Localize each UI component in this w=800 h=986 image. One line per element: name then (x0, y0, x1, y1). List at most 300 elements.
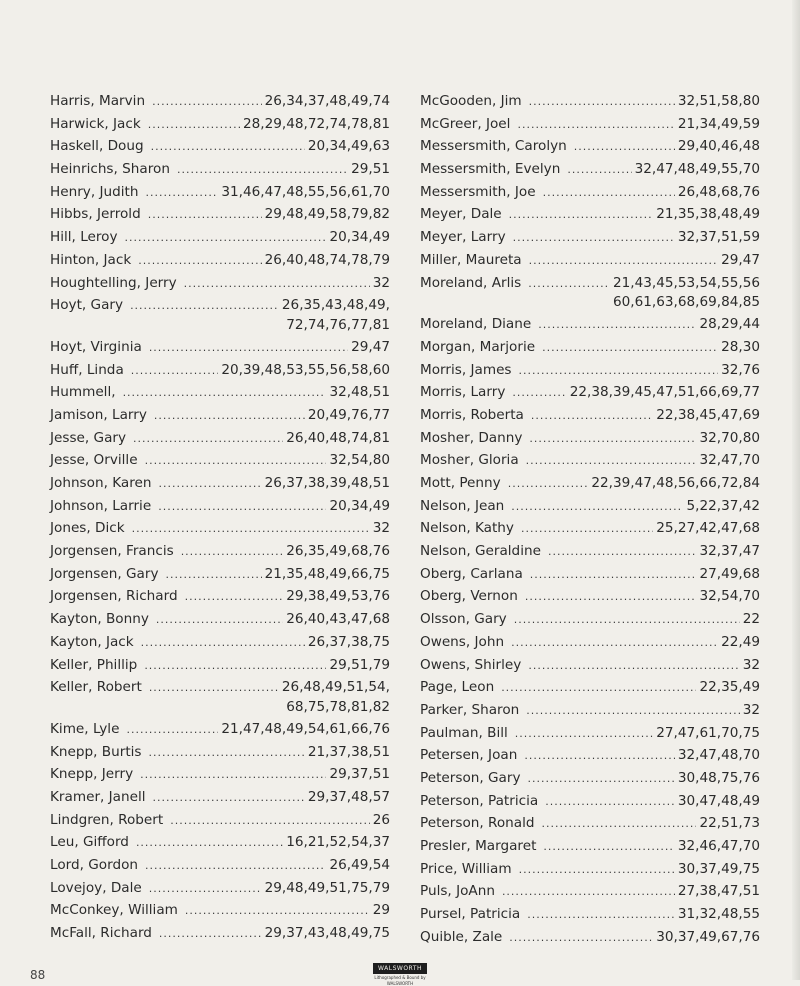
index-entry (420, 903, 760, 926)
entry-pages: 28,30 (721, 338, 760, 355)
entry-pages: 22,39,47,48,56,66,72,84 (591, 475, 760, 491)
page-edge (792, 0, 800, 980)
dot-leader (513, 227, 675, 250)
dot-leader (177, 159, 348, 182)
entry-pages: 29,48,49,58,79,82 (264, 206, 390, 223)
index-entry (50, 741, 390, 764)
dot-leader (158, 496, 326, 519)
dot-leader (514, 609, 740, 632)
index-entry-line (50, 336, 390, 359)
index-entry (420, 654, 760, 677)
entry-name: Presler, Margaret (420, 838, 537, 854)
index-entry-line (50, 381, 390, 404)
dot-leader (153, 787, 305, 810)
dot-leader (151, 136, 305, 159)
entry-pages: 26,40,43,47,68 (286, 611, 390, 628)
entry-name: Paulman, Bill (420, 724, 508, 741)
dot-leader (502, 881, 675, 904)
entry-pages: 29,51 (351, 161, 390, 178)
index-entry (50, 472, 390, 495)
entry-pages: 31,32,48,55 (677, 906, 760, 923)
index-entry-line (50, 608, 390, 631)
index-entry (50, 899, 390, 922)
entry-pages: 32,51,58,80 (677, 93, 760, 109)
index-entry-line (420, 495, 760, 518)
index-entry-line (50, 763, 390, 786)
dot-leader (149, 742, 305, 765)
index-entry-line (50, 631, 390, 654)
entry-pages: 20,34,49 (329, 497, 390, 514)
entry-pages: 28,29,44 (699, 316, 760, 333)
index-entry-line (50, 540, 390, 563)
dot-leader (519, 859, 675, 882)
index-entry-line (50, 877, 390, 900)
index-entry (420, 495, 760, 518)
entry-name: Moreland, Arlis (420, 274, 522, 291)
entry-name: Owens, Shirley (420, 656, 522, 673)
index-entry (420, 427, 760, 450)
entry-name: Henry, Judith (50, 183, 139, 200)
dot-leader (567, 159, 631, 182)
index-entry (420, 812, 760, 835)
entry-name: Houghtelling, Jerry (50, 274, 177, 291)
entry-name: Jamison, Larry (50, 406, 147, 423)
index-entry (420, 563, 760, 586)
index-column-left (50, 90, 390, 945)
index-entry-line (420, 563, 760, 586)
dot-leader (548, 541, 697, 564)
entry-name: Jones, Dick (50, 520, 125, 537)
entry-name: McGreer, Joel (420, 115, 511, 132)
index-entry (50, 922, 390, 945)
entry-pages: 31,46,47,48,55,56,61,70 (221, 183, 390, 200)
index-column-right (420, 90, 760, 948)
entry-pages: 32,76 (721, 361, 760, 378)
dot-leader (138, 250, 261, 273)
entry-pages: 32,48,51 (329, 384, 390, 401)
entry-pages: 20,34,49 (329, 229, 390, 246)
entry-name: Johnson, Larrie (50, 497, 152, 514)
entry-pages-continued: 68,75,78,81,82 (286, 698, 390, 715)
index-entry (50, 158, 390, 181)
entry-pages: 5,22,37,42 (686, 497, 760, 514)
entry-pages: 32 (372, 274, 390, 291)
entry-name: Morris, James (420, 361, 512, 378)
entry-name: Lovejoy, Dale (50, 879, 142, 896)
index-entry (420, 517, 760, 540)
index-entry-line (420, 226, 760, 249)
dot-leader (131, 360, 219, 383)
index-entry (420, 926, 760, 949)
entry-pages: 32,47,70 (699, 452, 760, 469)
entry-name: Hibbs, Jerrold (50, 206, 141, 223)
index-entry (50, 294, 390, 333)
index-entry (420, 336, 760, 359)
entry-pages: 22,38,45,47,69 (656, 406, 760, 423)
entry-pages: 29,37,48,57 (307, 788, 390, 805)
entry-pages: 21,37,38,51 (307, 743, 390, 760)
publisher-logo: WALSWORTH (373, 963, 427, 974)
entry-pages: 29,37,51 (329, 766, 390, 783)
index-entry-line (50, 158, 390, 181)
entry-name: Parker, Sharon (420, 701, 520, 718)
index-entry-line (50, 404, 390, 427)
index-entry-line (50, 181, 390, 204)
index-entry-line (50, 563, 390, 586)
index-entry-line (420, 676, 760, 699)
entry-pages: 32,37,51,59 (677, 229, 760, 246)
entry-pages: 22,51,73 (699, 815, 760, 832)
entry-name: Mott, Penny (420, 475, 501, 491)
index-entry-line (420, 585, 760, 608)
dot-leader (159, 923, 262, 946)
entry-pages: 22,35,49 (699, 679, 760, 696)
dot-leader (528, 273, 610, 296)
entry-pages: 26 (372, 811, 390, 828)
entry-pages: 26,34,37,48,49,74 (264, 93, 390, 109)
index-entry-line (50, 654, 390, 677)
index-entry (420, 135, 760, 158)
entry-pages: 32,37,47 (699, 543, 760, 560)
entry-pages: 28,29,48,72,74,78,81 (242, 115, 390, 132)
entry-name: Messersmith, Carolyn (420, 138, 567, 155)
index-entry-line (420, 608, 760, 631)
entry-pages: 21,47,48,49,54,61,66,76 (221, 720, 390, 737)
entry-name: Peterson, Ronald (420, 815, 535, 832)
entry-pages: 26,40,48,74,78,79 (264, 251, 390, 268)
entry-name: Haskell, Doug (50, 138, 144, 155)
index-entry-line (420, 427, 760, 450)
entry-name: Harwick, Jack (50, 115, 141, 132)
index-entry (420, 90, 760, 113)
index-entry (420, 699, 760, 722)
index-entry (420, 158, 760, 181)
index-entry-line (420, 631, 760, 654)
entry-pages: 26,48,68,76 (677, 183, 760, 200)
entry-name: Knepp, Burtis (50, 743, 142, 760)
index-entry (420, 113, 760, 136)
dot-leader (529, 250, 718, 273)
dot-leader (141, 632, 305, 655)
index-entry-line (50, 854, 390, 877)
dot-leader (133, 428, 283, 451)
dot-leader (136, 832, 283, 855)
entry-name: Nelson, Geraldine (420, 543, 541, 560)
entry-pages: 32 (742, 656, 760, 673)
entry-pages: 20,49,76,77 (307, 406, 390, 423)
index-entry-line (50, 786, 390, 809)
index-entry (420, 249, 760, 272)
dot-leader (509, 204, 654, 227)
index-entry-line (420, 336, 760, 359)
entry-name: Meyer, Larry (420, 229, 506, 246)
index-entry-line (50, 517, 390, 540)
entry-pages: 32 (372, 520, 390, 537)
index-entry (420, 767, 760, 790)
index-entry-line (420, 654, 760, 677)
entry-pages: 22 (742, 611, 760, 628)
dot-leader (154, 405, 305, 428)
entry-name: Petersen, Joan (420, 747, 518, 764)
entry-name: Hummell, (50, 384, 116, 401)
index-entry-line (420, 722, 760, 745)
index-entry-line (420, 381, 760, 404)
entry-name: McFall, Richard (50, 925, 152, 942)
index-entry (50, 654, 390, 677)
entry-pages: 21,34,49,59 (677, 115, 760, 132)
entry-pages: 30,48,75,76 (677, 769, 760, 786)
dot-leader (524, 745, 675, 768)
dot-leader (148, 114, 240, 137)
entry-name: Moreland, Diane (420, 316, 532, 333)
index-entry-line (420, 926, 760, 949)
index-entry (50, 854, 390, 877)
dot-leader (530, 564, 697, 587)
index-entry (50, 877, 390, 900)
index-entry-line (50, 249, 390, 272)
entry-name: Quible, Zale (420, 928, 503, 945)
index-entry-line (50, 831, 390, 854)
entry-name: Morris, Larry (420, 384, 506, 401)
index-entry (50, 203, 390, 226)
entry-pages: 26,40,48,74,81 (286, 429, 390, 446)
entry-pages: 30,37,49,75 (677, 860, 760, 877)
entry-name: Pursel, Patricia (420, 906, 521, 923)
index-entry (50, 540, 390, 563)
entry-pages: 29,37,43,48,49,75 (264, 925, 390, 942)
index-entry-line (50, 427, 390, 450)
index-entry (50, 786, 390, 809)
entry-name: Morgan, Marjorie (420, 338, 536, 355)
entry-pages: 25,27,42,47,68 (656, 520, 760, 537)
index-entry (420, 381, 760, 404)
dot-leader (529, 428, 696, 451)
index-entry (50, 585, 390, 608)
index-entry-line (420, 835, 760, 858)
index-entry (420, 722, 760, 745)
entry-pages: 26,35,49,68,76 (286, 543, 390, 560)
entry-pages: 21,35,38,48,49 (656, 206, 760, 223)
index-entry (420, 880, 760, 903)
dot-leader (148, 204, 262, 227)
index-entry (50, 718, 390, 741)
index-entry-line (420, 313, 760, 336)
entry-name: Keller, Phillip (50, 656, 138, 673)
dot-leader (144, 655, 326, 678)
entry-name: Jesse, Gary (50, 429, 127, 446)
index-entry-line (420, 699, 760, 722)
entry-name: Keller, Robert (50, 679, 142, 696)
entry-pages: 26,37,38,75 (307, 633, 390, 650)
index-entry-line (420, 181, 760, 204)
entry-name: Peterson, Gary (420, 769, 521, 786)
dot-leader (149, 677, 279, 700)
index-entry (420, 404, 760, 427)
index-entry-line (50, 718, 390, 741)
dot-leader (525, 586, 697, 609)
index-entry-line (420, 472, 760, 495)
dot-leader (145, 450, 327, 473)
dot-leader (501, 677, 696, 700)
dot-leader (185, 900, 370, 923)
entry-name: McConkey, William (50, 902, 178, 919)
index-entry (420, 585, 760, 608)
entry-name: Meyer, Dale (420, 206, 502, 223)
entry-name: Messersmith, Joe (420, 183, 536, 200)
entry-name: Kayton, Jack (50, 633, 134, 650)
index-entry (420, 203, 760, 226)
index-entry (50, 359, 390, 382)
dot-leader (528, 768, 675, 791)
entry-name: Nelson, Kathy (420, 520, 514, 537)
entry-name: Harris, Marvin (50, 93, 146, 109)
publisher-credit-line-2: WALSWORTH (386, 981, 414, 986)
index-entry (420, 676, 760, 699)
entry-pages: 22,38,39,45,47,51,66,69,77 (569, 384, 760, 401)
entry-name: Johnson, Karen (50, 475, 152, 491)
entry-pages: 32 (742, 701, 760, 718)
index-entry (50, 517, 390, 540)
index-entry-line (420, 203, 760, 226)
entry-name: Jorgensen, Richard (50, 588, 178, 605)
index-entry-line (420, 812, 760, 835)
index-entry-line (50, 585, 390, 608)
entry-name: Hill, Leroy (50, 229, 118, 246)
dot-leader (130, 295, 279, 318)
index-entry-line (420, 90, 760, 113)
entry-name: Nelson, Jean (420, 497, 505, 514)
index-entry-line (50, 922, 390, 945)
index-entry (50, 404, 390, 427)
entry-name: Hinton, Jack (50, 251, 132, 268)
index-entry (420, 631, 760, 654)
entry-pages: 29,51,79 (329, 656, 390, 673)
dot-leader (156, 609, 283, 632)
index-entry (420, 744, 760, 767)
index-entry (50, 336, 390, 359)
index-entry (420, 608, 760, 631)
entry-name: Kramer, Janell (50, 788, 146, 805)
entry-name: Leu, Gifford (50, 834, 129, 851)
index-entry (50, 631, 390, 654)
entry-name: McGooden, Jim (420, 93, 522, 109)
entry-pages: 26,35,43,48,49, (281, 297, 390, 314)
index-entry-line (420, 359, 760, 382)
entry-name: Mosher, Gloria (420, 452, 519, 469)
dot-leader (184, 273, 370, 296)
dot-leader (509, 927, 653, 950)
index-entry (50, 113, 390, 136)
index-entry-line (420, 744, 760, 767)
index-entry-line (50, 809, 390, 832)
dot-leader (123, 382, 327, 405)
index-entry-line (420, 404, 760, 427)
dot-leader (517, 114, 674, 137)
index-entry (420, 449, 760, 472)
entry-pages: 20,39,48,53,55,56,58,60 (221, 361, 390, 378)
entry-name: Oberg, Vernon (420, 588, 518, 605)
entry-name: Lord, Gordon (50, 857, 139, 873)
index-entry (50, 608, 390, 631)
entry-name: Peterson, Patricia (420, 792, 539, 809)
index-entry-line (420, 540, 760, 563)
dot-leader (542, 337, 718, 360)
entry-name: Lindgren, Robert (50, 811, 164, 828)
index-entry-line (420, 517, 760, 540)
entry-pages: 29,40,46,48 (677, 138, 760, 155)
index-entry-line (420, 249, 760, 272)
index-entry (50, 763, 390, 786)
entry-name: Price, William (420, 860, 512, 877)
entry-name: Hoyt, Gary (50, 297, 124, 314)
index-entry-line (50, 495, 390, 518)
dot-leader (149, 337, 348, 360)
dot-leader (545, 791, 675, 814)
index-entry (50, 381, 390, 404)
entry-pages: 29,38,49,53,76 (286, 588, 390, 605)
index-entry-line (50, 449, 390, 472)
index-entry (420, 540, 760, 563)
entry-pages-continued: 60,61,63,68,69,84,85 (612, 294, 760, 311)
dot-leader (511, 632, 718, 655)
dot-leader (521, 518, 653, 541)
entry-pages: 27,49,68 (699, 565, 760, 582)
entry-pages: 21,35,48,49,66,75 (264, 565, 390, 582)
entry-pages: 22,49 (721, 633, 760, 650)
index-entry-line (420, 880, 760, 903)
dot-leader (528, 655, 739, 678)
dot-leader (512, 382, 566, 405)
index-entry (50, 449, 390, 472)
entry-name: Morris, Roberta (420, 406, 524, 423)
index-entry-line (50, 472, 390, 495)
index-entry (420, 359, 760, 382)
entry-pages: 32,47,48,49,55,70 (634, 161, 760, 178)
entry-pages-continued: 72,74,76,77,81 (286, 316, 390, 333)
dot-leader (538, 314, 696, 337)
dot-leader (126, 719, 218, 742)
dot-leader (511, 496, 683, 519)
entry-pages: 32,54,70 (699, 588, 760, 605)
entry-name: Kime, Lyle (50, 720, 120, 737)
dot-leader (508, 473, 589, 496)
entry-name: Puls, JoAnn (420, 883, 495, 900)
index-entry (50, 809, 390, 832)
dot-leader (145, 182, 218, 205)
index-entry (420, 313, 760, 336)
entry-pages: 26,49,54 (329, 857, 390, 873)
entry-name: Jorgensen, Gary (50, 565, 159, 582)
dot-leader (185, 586, 284, 609)
index-entry (420, 835, 760, 858)
index-entry-line (50, 272, 390, 295)
index-entry (50, 226, 390, 249)
entry-pages: 29,47 (351, 338, 390, 355)
entry-name: Kayton, Bonny (50, 611, 149, 628)
entry-pages: 16,21,52,54,37 (286, 834, 390, 851)
dot-leader (526, 450, 697, 473)
entry-pages: 32,54,80 (329, 452, 390, 469)
index-entry (50, 249, 390, 272)
entry-pages: 32,46,47,70 (677, 838, 760, 854)
dot-leader (531, 405, 653, 428)
dot-leader (527, 904, 675, 927)
entry-pages: 30,47,48,49 (677, 792, 760, 809)
entry-name: Page, Leon (420, 679, 495, 696)
dot-leader (166, 564, 262, 587)
index-entry (420, 272, 760, 311)
dot-leader (529, 91, 675, 114)
